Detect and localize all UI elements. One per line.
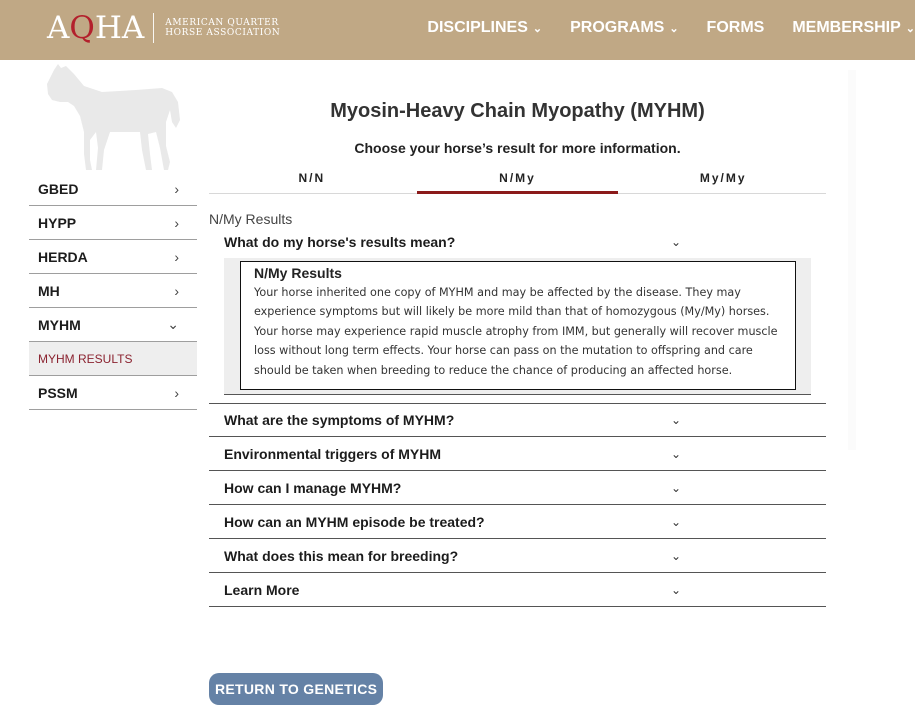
- logo-subtitle: [165, 18, 280, 38]
- accordion-question: What do my horse's results mean?: [224, 234, 456, 250]
- sidebar-item-mh[interactable]: MH ›: [29, 274, 197, 308]
- chevron-right-icon: ›: [174, 180, 179, 197]
- genetics-sidebar: [29, 172, 197, 410]
- chevron-down-icon: ⌄: [670, 235, 681, 249]
- result-tabs: [209, 168, 826, 194]
- results-heading: N/My Results: [209, 211, 293, 227]
- logo-subtitle-line-1: AMERICAN QUARTER: [165, 18, 279, 28]
- chevron-down-icon: ⌄: [670, 548, 681, 563]
- tab-n-n[interactable]: N/N: [298, 171, 326, 185]
- chevron-down-icon: ⌄: [670, 582, 681, 597]
- chevron-down-icon: ⌄: [670, 413, 681, 428]
- logo-mark: AQHA: [47, 10, 145, 46]
- accordion-panel-results-meaning: [224, 258, 811, 395]
- accordion-question: What are the symptoms of MYHM?: [224, 412, 455, 429]
- chevron-down-icon: ⌄: [670, 514, 681, 529]
- info-box-text: Your horse inherited one copy of MYHM and may be affected by the disease. They may experience symptoms but will likely be more mild than that of homozygous (My/My) horses. Your horse may experience rapid muscle atrophy from IMM, but generally will recover muscle loss without long term effects. Your horse can pass on the mutation to offspring and care should be taken when breeding to reduce the chance of producing an affected horse.: [254, 286, 778, 377]
- accordion-question: Learn More: [224, 581, 300, 598]
- nav-membership[interactable]: MEMBERSHIP ⌄: [792, 19, 915, 36]
- accordion-header-environmental-triggers[interactable]: [209, 437, 826, 471]
- info-box-title: N/My Results: [254, 265, 342, 281]
- main-nav: [399, 0, 915, 56]
- accordion: [209, 230, 826, 607]
- chevron-right-icon: ›: [174, 248, 179, 265]
- accordion-header-learn-more[interactable]: [209, 573, 826, 607]
- sidebar-item-pssm[interactable]: PSSM ›: [29, 376, 197, 410]
- chevron-right-icon: ›: [174, 384, 179, 401]
- aqha-logo[interactable]: [47, 10, 280, 46]
- accordion-question: What does this mean for breeding?: [224, 547, 459, 564]
- main-content: [209, 92, 826, 607]
- sidebar-item-hypp[interactable]: HYPP ›: [29, 206, 197, 240]
- horse-silhouette-icon: [44, 62, 182, 174]
- nav-forms[interactable]: FORMS: [706, 19, 765, 36]
- site-header: [0, 0, 915, 60]
- page-subtitle: Choose your horse’s result for more information.: [354, 140, 681, 156]
- chevron-down-icon: ⌄: [670, 446, 681, 461]
- sidebar-item-herda[interactable]: HERDA ›: [29, 240, 197, 274]
- accordion-header-symptoms[interactable]: [209, 403, 826, 437]
- return-to-genetics-button[interactable]: RETURN TO GENETICS: [209, 673, 383, 705]
- tab-n-my[interactable]: N/My: [415, 168, 621, 193]
- chevron-down-icon: ⌄: [669, 22, 679, 35]
- chevron-right-icon: ›: [174, 282, 179, 299]
- nav-disciplines[interactable]: DISCIPLINES ⌄: [427, 19, 543, 36]
- sidebar-item-myhm[interactable]: MYHM ⌄: [29, 308, 197, 342]
- nav-programs[interactable]: PROGRAMS ⌄: [570, 19, 679, 36]
- accordion-question: How can an MYHM episode be treated?: [224, 513, 485, 530]
- sidebar-subitem-myhm-results[interactable]: MYHM RESULTS: [29, 342, 197, 376]
- accordion-question: How can I manage MYHM?: [224, 479, 402, 496]
- accordion-header-breeding[interactable]: [209, 539, 826, 573]
- chevron-down-icon: ⌄: [670, 480, 681, 495]
- chevron-down-icon: ⌄: [905, 22, 915, 35]
- chevron-down-icon: ⌄: [532, 22, 543, 35]
- accordion-header-treatment[interactable]: [209, 505, 826, 539]
- chevron-right-icon: ›: [174, 214, 179, 231]
- logo-subtitle-line-2: HORSE ASSOCIATION: [165, 28, 281, 38]
- logo-divider: [153, 13, 154, 43]
- sidebar-item-gbed[interactable]: GBED ›: [29, 172, 197, 206]
- page-title: Myosin-Heavy Chain Myopathy (MYHM): [330, 100, 705, 122]
- accordion-header-manage[interactable]: [209, 471, 826, 505]
- accordion-header-results-meaning[interactable]: [209, 230, 826, 254]
- chevron-down-icon: ⌄: [167, 316, 179, 332]
- page-edge-shade: [848, 70, 856, 450]
- result-info-box: [240, 261, 796, 390]
- tab-my-my[interactable]: My/My: [699, 171, 747, 185]
- accordion-question: Environmental triggers of MYHM: [224, 445, 442, 462]
